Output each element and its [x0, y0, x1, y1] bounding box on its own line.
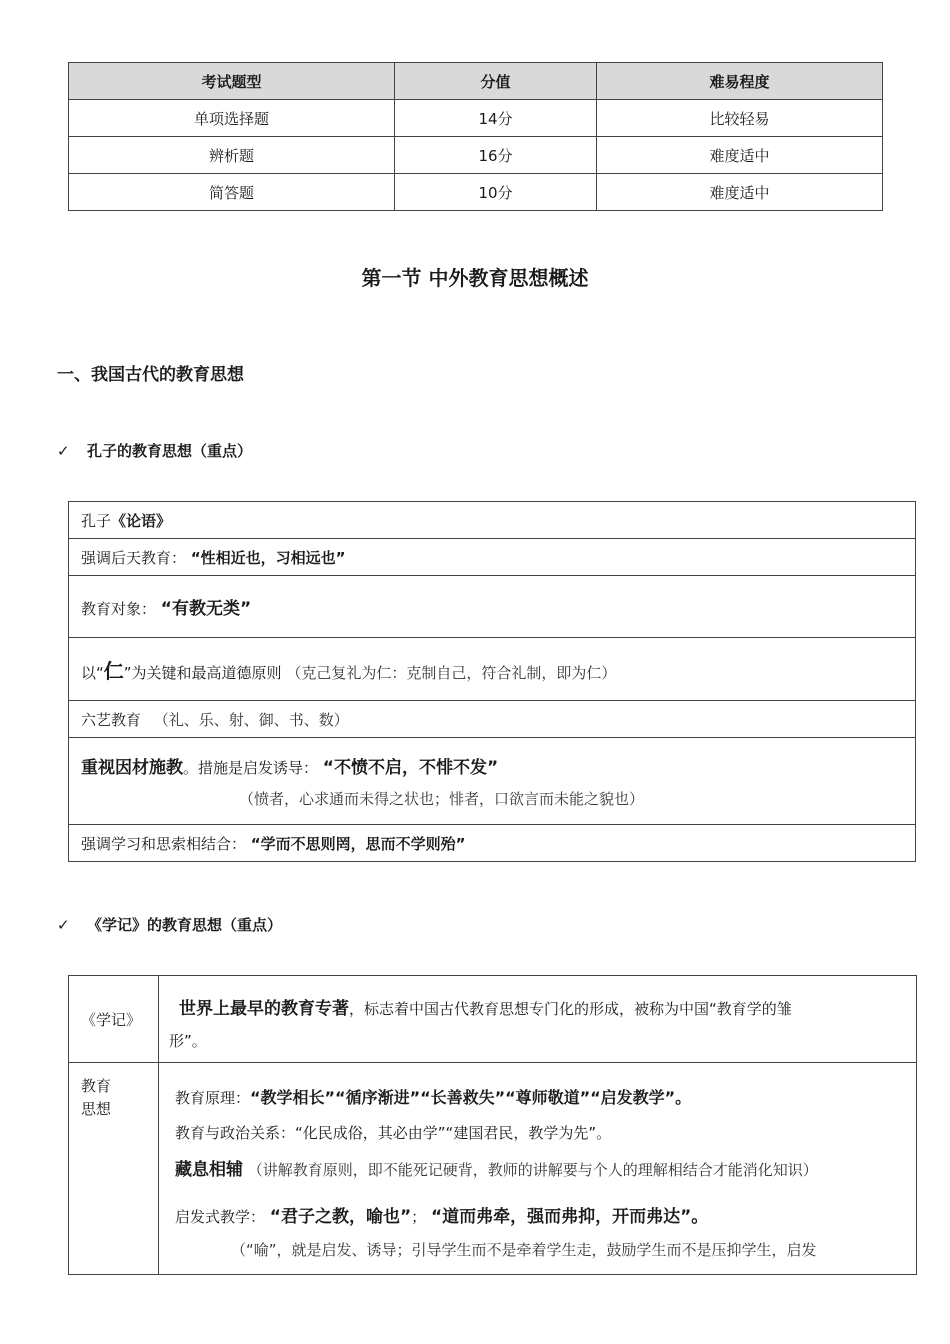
cell-education-thought	[159, 1063, 917, 1275]
heading-xueji-text: 《学记》的教育思想（重点）	[87, 916, 283, 934]
table-header-row	[69, 63, 883, 100]
note: （“喻”，就是启发、诱导；引导学生而不是牵着学生走，鼓励学生而不是压抑学生，启发	[231, 1241, 817, 1259]
cell-ren	[69, 638, 916, 701]
table-row	[69, 100, 883, 137]
note: （愤者，心求通而未得之状也；悱者，口欲言而未能之貌也）	[239, 790, 645, 808]
checkmark-icon: ✓	[57, 442, 70, 460]
text: 形”。	[169, 1032, 207, 1050]
label-xueji: 《学记》	[69, 976, 159, 1063]
table-row	[69, 825, 916, 862]
header-score: 分值	[395, 63, 597, 100]
table-row	[69, 576, 916, 638]
text: 教育与政治关系：“化民成俗，其必由学”“建国君民，教学为先”。	[175, 1124, 612, 1142]
text: 强调学习和思索相结合：	[81, 834, 247, 853]
text: 教育对象：	[81, 600, 157, 618]
text: 强调后天教育：	[81, 548, 187, 567]
confucius-table	[68, 501, 916, 862]
heading-xueji	[57, 914, 282, 935]
heading-ancient-education: 一、我国古代的教育思想	[57, 365, 244, 385]
cell-difficulty: 难度适中	[597, 137, 883, 174]
quote: “道而弗牵，强而弗抑，开而弗达”。	[430, 1207, 709, 1227]
cell-teaching-aptitude	[69, 738, 916, 825]
note: （克己复礼为仁：克制自己，符合礼制，即为仁）	[286, 663, 617, 682]
table-row	[69, 1063, 917, 1275]
table-row	[69, 638, 916, 701]
table-row	[69, 174, 883, 211]
quote: “有教无类”	[160, 599, 252, 619]
table-row	[69, 976, 917, 1063]
note: （礼、乐、射、御、书、数）	[153, 710, 349, 729]
text: 教育原理：	[175, 1089, 251, 1107]
cell-six-arts	[69, 701, 916, 738]
heading-confucius	[57, 440, 252, 461]
text: ，标志着中国古代教育思想专门化的形成，被称为中国“教育学的雏	[349, 1000, 792, 1018]
table-row	[69, 701, 916, 738]
text: 以“	[81, 663, 104, 682]
cell-xueji-desc	[159, 976, 917, 1063]
section-title: 第一节 中外教育思想概述	[361, 266, 589, 290]
table-row	[69, 502, 916, 539]
bold-text: 重视因材施教	[81, 758, 183, 778]
bold-text: 世界上最早的教育专著	[179, 999, 349, 1019]
heading-confucius-text: 孔子的教育思想（重点）	[87, 442, 253, 460]
cell-type: 辨析题	[69, 137, 395, 174]
text: 孔子	[81, 511, 112, 530]
quote: “不愤不启，不悱不发”	[322, 758, 499, 778]
book-title: 《论语》	[111, 511, 172, 530]
cell-score: 16分	[395, 137, 597, 174]
quote: “君子之教，喻也”	[269, 1207, 412, 1227]
note: （讲解教育原则，即不能死记硬背，教师的讲解要与个人的理解相结合才能消化知识）	[247, 1161, 818, 1179]
table-row	[69, 738, 916, 825]
text: ；	[411, 1208, 427, 1226]
label-education-thought	[69, 1063, 159, 1275]
cell-score: 10分	[395, 174, 597, 211]
cell-type: 简答题	[69, 174, 395, 211]
cell-education-target	[69, 576, 916, 638]
ren-char: 仁	[103, 658, 124, 683]
cell-type: 单项选择题	[69, 100, 395, 137]
table-row	[69, 539, 916, 576]
cell-score: 14分	[395, 100, 597, 137]
cell-nurture	[69, 539, 916, 576]
label-line: 教育	[81, 1077, 112, 1095]
text: 六艺教育	[81, 710, 142, 729]
xueji-table	[68, 975, 917, 1275]
quote: “学而不思则罔，思而不学则殆”	[250, 834, 466, 853]
checkmark-icon: ✓	[57, 916, 70, 934]
text: 启发式教学：	[175, 1208, 266, 1226]
table-row	[69, 137, 883, 174]
text: ”为关键和最高道德原则	[123, 663, 282, 682]
cell-lunyu	[69, 502, 916, 539]
cell-difficulty: 比较轻易	[597, 100, 883, 137]
exam-type-table	[68, 62, 883, 211]
cell-learning-thinking	[69, 825, 916, 862]
bold-text: “教学相长”“循序渐进”“长善救失”“尊师敬道”“启发教学”。	[250, 1088, 692, 1107]
text: 。措施是启发诱导：	[183, 759, 319, 777]
header-exam-type: 考试题型	[69, 63, 395, 100]
cell-difficulty: 难度适中	[597, 174, 883, 211]
bold-text: 藏息相辅	[175, 1160, 243, 1180]
header-difficulty: 难易程度	[597, 63, 883, 100]
quote: “性相近也，习相远也”	[190, 548, 346, 567]
label-line: 思想	[81, 1100, 112, 1118]
